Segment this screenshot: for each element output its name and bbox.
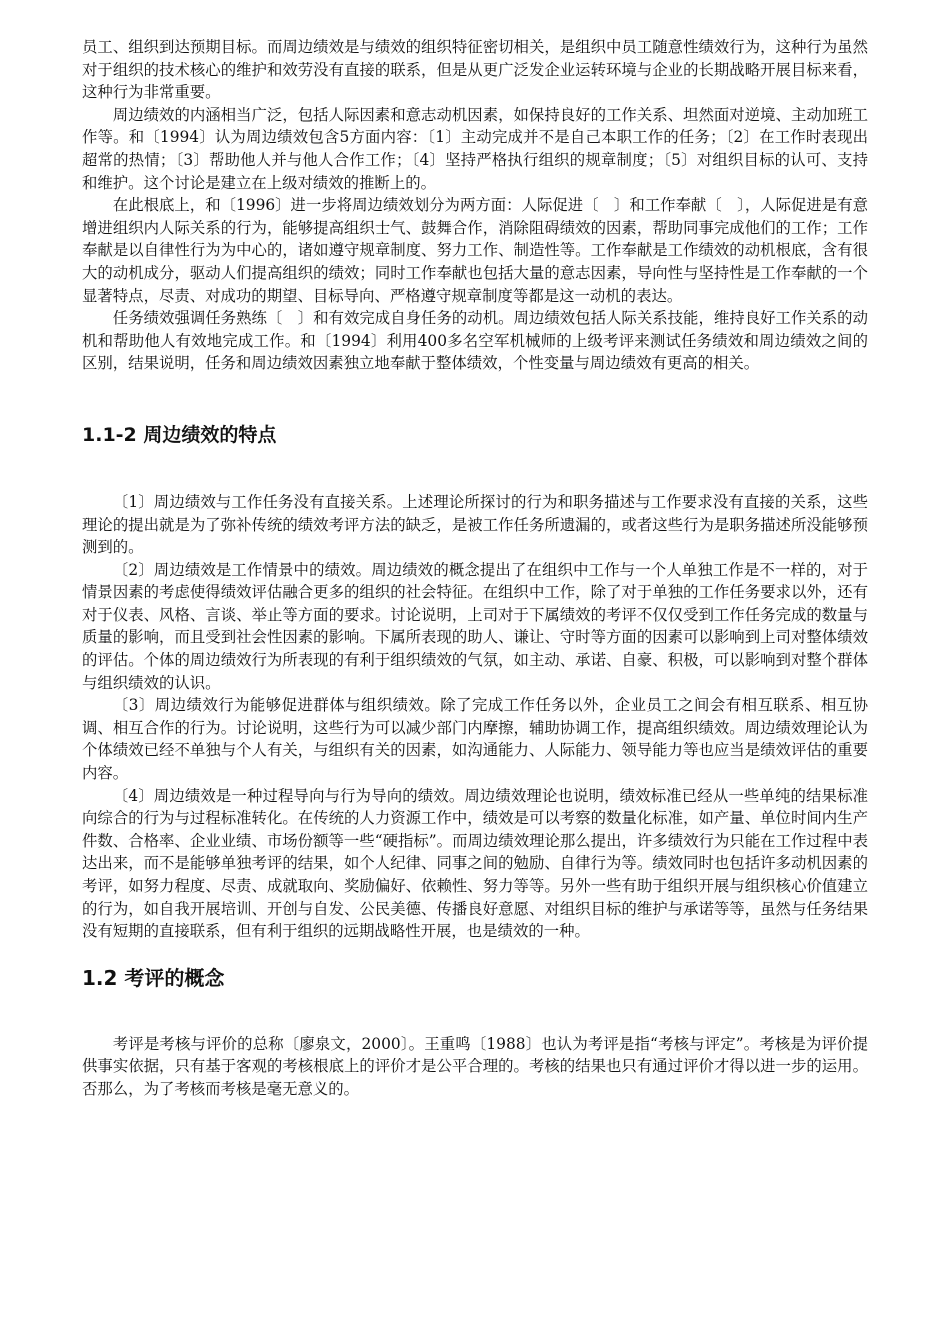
intro-paragraph-1: 员工、组织到达预期目标。而周边绩效是与绩效的组织特征密切相关，是组织中员工随意性绩效行为，这种行为虽然对于组织的技术核心的维护和效劳没有直接的联系，但是从更广泛发企业运转环境与企业的长期战略开展目标来看，这种行为非常重要。 bbox=[82, 38, 868, 102]
section-12-paragraph-1: 考评是考核与评价的总称〔廖泉文，2000〕。王重鸣〔1988〕也认为考评是指“考核与评定”。考核是为评价提供事实依据，只有基于客观的考核根底上的评价才是公平合理的。考核的结果也只有通过评价才得以进一步的运用。否那么，为了考核而考核是毫无意义的。 bbox=[82, 1034, 868, 1098]
section-112-paragraph-2: 〔2〕周边绩效是工作情景中的绩效。周边绩效的概念提出了在组织中工作与一个人单独工作是不一样的，对于情景因素的考虑使得绩效评估融合更多的组织的社会特征。在组织中工作，除了对于单独的工作任务要求以外，还有对于仪表、风格、言谈、举止等方面的要求。讨论说明，上司对于下属绩效的考评不仅仅受到工作任务完成的数量与质量的影响，而且受到社会性因素的影响。下属所表现的助人、谦让、守时等方面的因素可以影响到上司对整体绩效的评估。个体的周边绩效行为所表现的有利于组织绩效的气氛，如主动、承诺、自豪、积极，可以影响到对整个群体与组织绩效的认识。 bbox=[82, 560, 868, 692]
section-heading-1-1-2: 1.1-2 周边绩效的特点 bbox=[82, 423, 277, 446]
document-body bbox=[82, 36, 868, 1101]
section-112-paragraph-4: 〔4〕周边绩效是一种过程导向与行为导向的绩效。周边绩效理论也说明，绩效标准已经从一些单纯的结果标准向综合的行为与过程标准转化。在传统的人力资源工作中，绩效是可以考察的数量化标准，如产量、单位时间内生产件数、合格率、企业业绩、市场份额等一些“硬指标”。而周边绩效理论那么提出，许多绩效行为只能在工作过程中表达出来，而不是能够单独考评的结果，如个人纪律、同事之间的勉励、自律行为等。绩效同时也包括许多动机因素的考评，如努力程度、尽责、成就取向、奖励偏好、依赖性、努力等等。另外一些有助于组织开展与组织核心价值建立的行为，如自我开展培训、开创与自发、公民美德、传播良好意愿、对组织目标的维护与承诺等等，虽然与任务结果没有短期的直接联系，但有利于组织的远期战略性开展，也是绩效的一种。 bbox=[82, 786, 868, 941]
intro-paragraph-3: 在此根底上，和〔1996〕进一步将周边绩效划分为两方面：人际促进〔 〕和工作奉献〔 〕，人际促进是有意增进组织内人际关系的行为，能够提高组织士气、鼓舞合作，消除阻碍绩效的因素，帮助同事完成他们的工作；工作奉献是以自律性行为为中心的，诸如遵守规章制度、努力工作、制造性等。工作奉献是工作绩效的动机根底，含有很大的动机成分，驱动人们提高组织的绩效；同时工作奉献也包括大量的意志因素，导向性与坚持性是工作奉献的一个显著特点，尽责、对成功的期望、目标导向、严格遵守规章制度等都是这一动机的表达。 bbox=[82, 196, 868, 305]
intro-paragraph-2: 周边绩效的内涵相当广泛，包括人际因素和意志动机因素，如保持良好的工作关系、坦然面对逆境、主动加班工作等。和〔1994〕认为周边绩效包含5方面内容：〔1〕主动完成并不是自己本职工作的任务；〔2〕在工作时表现出超常的热情；〔3〕帮助他人并与他人合作工作；〔4〕坚持严格执行组织的规章制度；〔5〕对组织目标的认可、支持和维护。这个讨论是建立在上级对绩效的推断上的。 bbox=[82, 105, 868, 192]
section-heading-1-2: 1.2 考评的概念 bbox=[82, 965, 225, 990]
section-112-paragraph-1: 〔1〕周边绩效与工作任务没有直接关系。上述理论所探讨的行为和职务描述与工作要求没有直接的关系，这些理论的提出就是为了弥补传统的绩效考评方法的缺乏，是被工作任务所遗漏的，或者这些行为是职务描述所没能够预测到的。 bbox=[82, 492, 868, 557]
intro-paragraph-4: 任务绩效强调任务熟练〔 〕和有效完成自身任务的动机。周边绩效包括人际关系技能，维持良好工作关系的动机和帮助他人有效地完成工作。和〔1994〕利用400多名空军机械师的上级考评来测试任务绩效和周边绩效之间的区别，结果说明，任务和周边绩效因素独立地奉献于整体绩效，个性变量与周边绩效有更高的相关。 bbox=[82, 309, 868, 373]
section-112-paragraph-3: 〔3〕周边绩效行为能够促进群体与组织绩效。除了完成工作任务以外，企业员工之间会有相互联系、相互协调、相互合作的行为。讨论说明，这些行为可以减少部门内摩擦，辅助协调工作，提高组织绩效。周边绩效理论认为个体绩效已经不单独与个人有关，与组织有关的因素，如沟通能力、人际能力、领导能力等也应当是绩效评估的重要内容。 bbox=[82, 696, 868, 783]
